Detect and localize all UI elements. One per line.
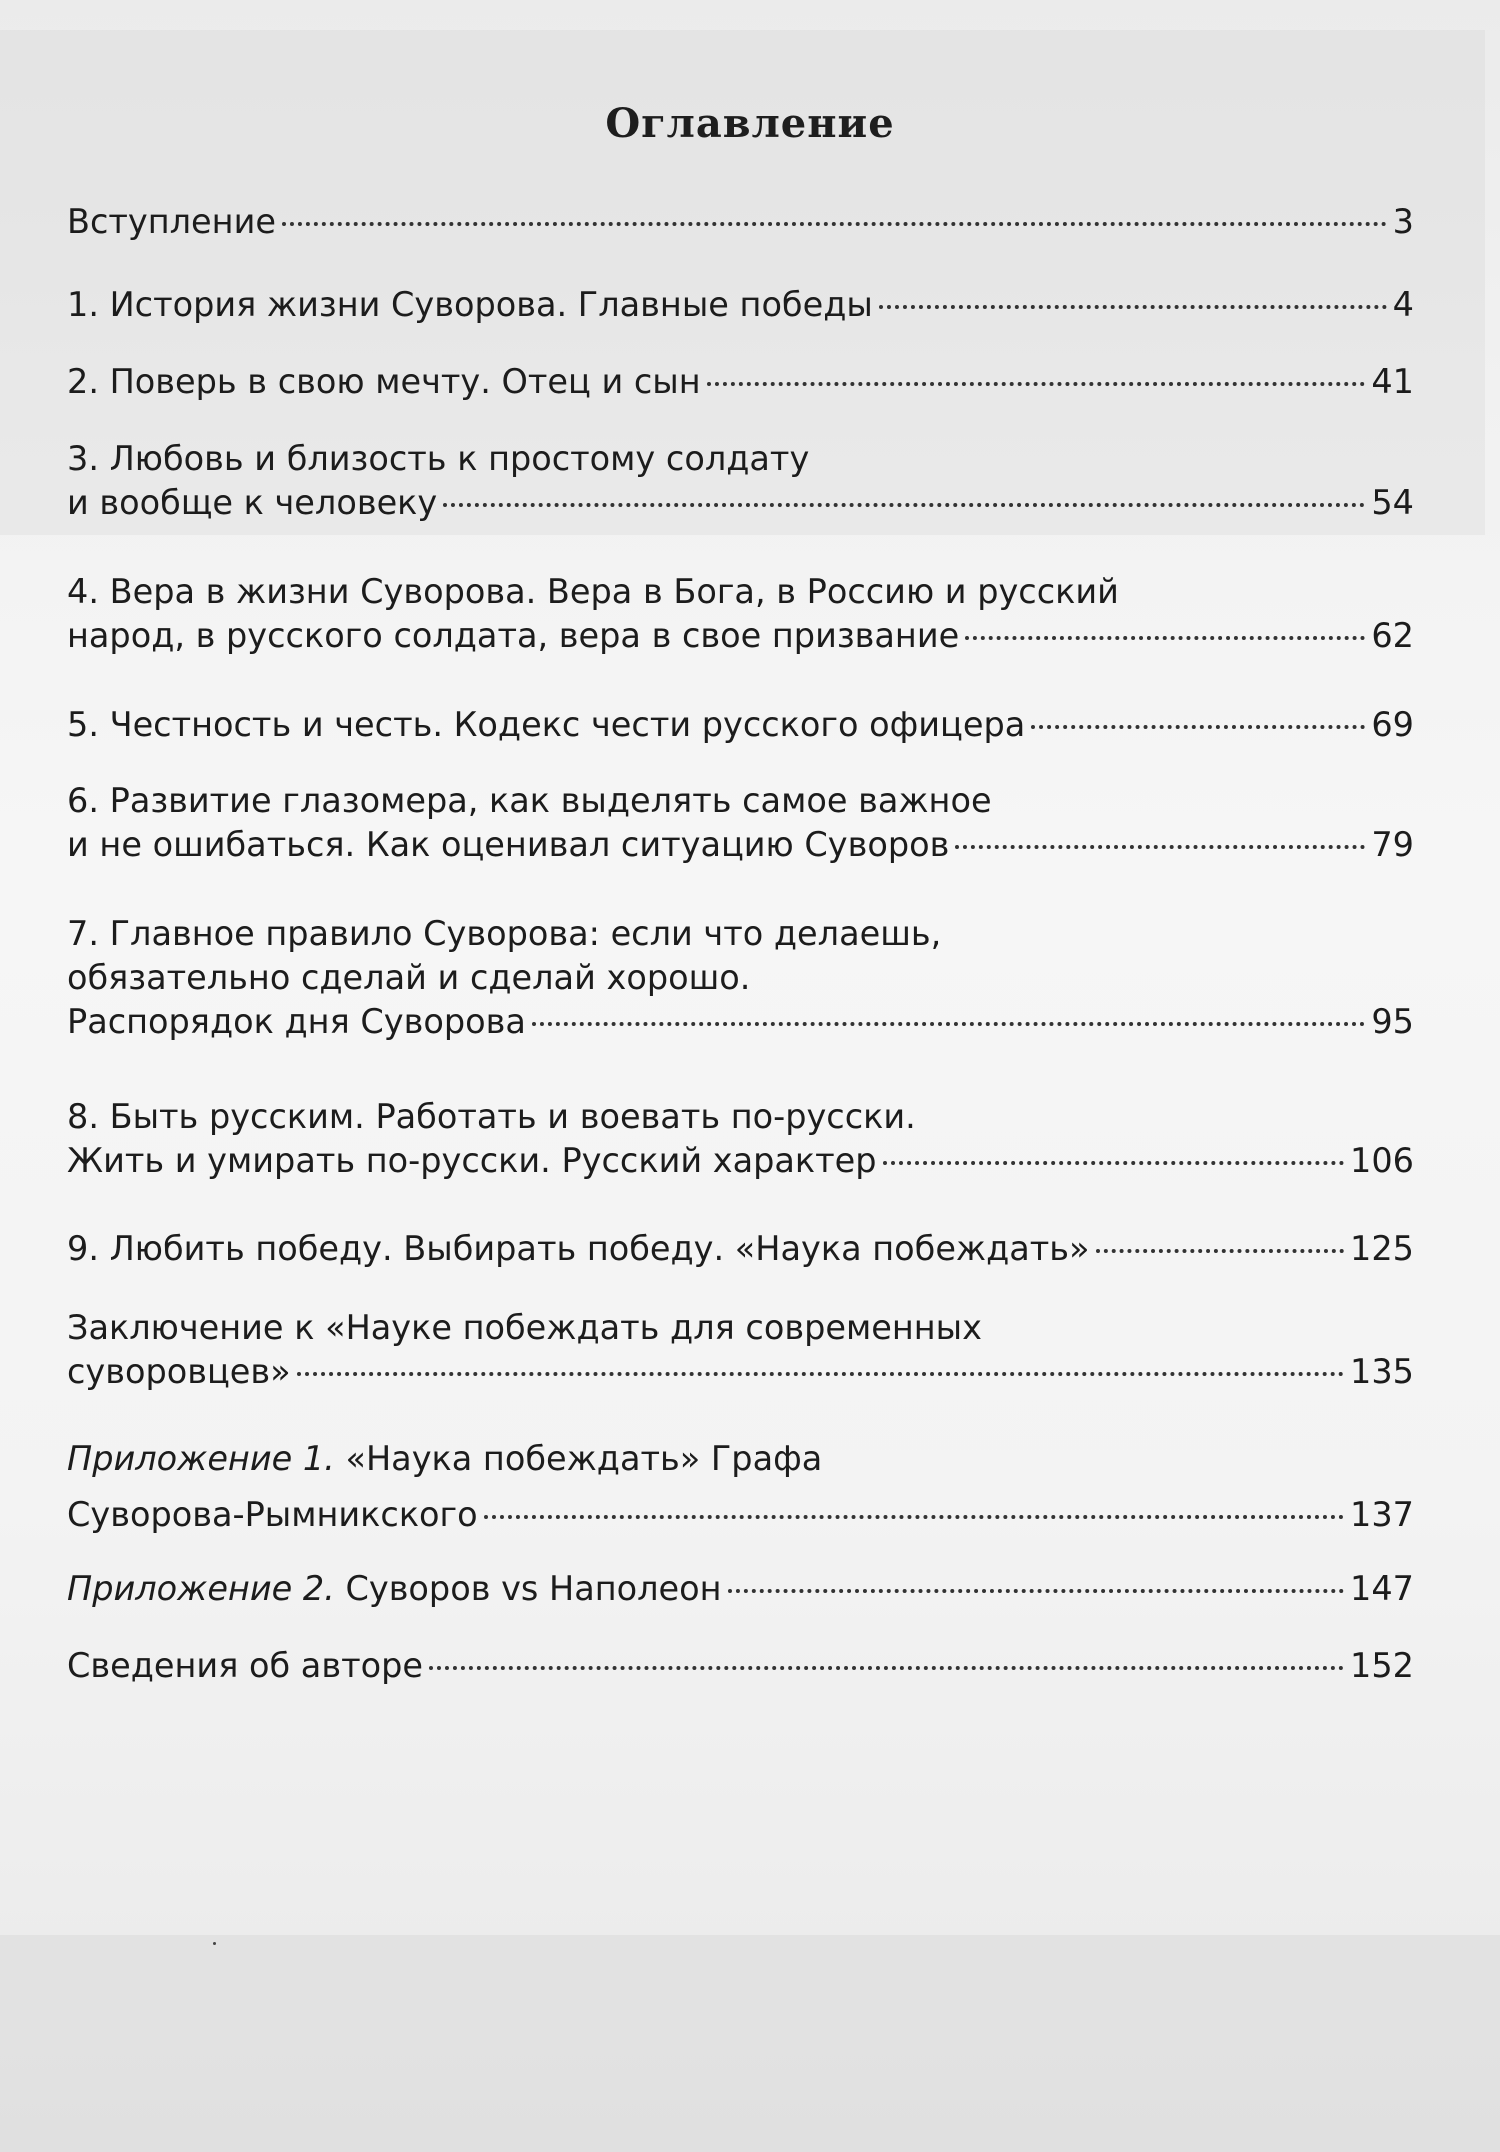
toc-entry-text: 4. Вера в жизни Суворова. Вера в Бога, в Россию и русский xyxy=(67,572,1119,611)
toc-entry xyxy=(67,912,1414,1044)
toc-entry-text: 2. Поверь в свою мечту. Отец и сын xyxy=(67,362,701,401)
toc-entry-text: 8. Быть русским. Работать и воевать по-русски. xyxy=(67,1097,916,1136)
toc-entry-text: Жить и умирать по-русски. Русский характер xyxy=(67,1141,877,1180)
toc-page-number: 147 xyxy=(1350,1569,1414,1608)
toc-entry-text: и не ошибаться. Как оценивал ситуацию Суворов xyxy=(67,825,950,864)
toc-entry xyxy=(67,437,1414,525)
appendix-label: Приложение 2. xyxy=(67,1569,335,1608)
ink-speck xyxy=(213,1942,216,1945)
toc-entry-text: Распорядок дня Суворова xyxy=(67,1002,526,1041)
toc-entry xyxy=(67,1095,1414,1183)
toc-page-number: 106 xyxy=(1350,1141,1414,1180)
toc-page-number: 152 xyxy=(1350,1646,1414,1685)
toc-entry xyxy=(67,1644,1414,1688)
page-title: Оглавление xyxy=(605,100,895,147)
toc-page-number: 54 xyxy=(1371,483,1414,522)
dot-leader xyxy=(728,1589,1344,1593)
toc-page-number: 137 xyxy=(1350,1495,1414,1534)
toc-page-number: 125 xyxy=(1350,1229,1414,1268)
toc-entry-text: народ, в русского солдата, вера в свое призвание xyxy=(67,616,960,655)
toc-entry xyxy=(67,1567,1414,1611)
dot-leader xyxy=(1096,1249,1344,1253)
toc-entry-text: Заключение к «Науке побеждать для современных xyxy=(67,1308,982,1347)
toc-entry-text: обязательно сделай и сделай хорошо. xyxy=(67,958,751,997)
toc-page-number: 41 xyxy=(1371,362,1414,401)
toc-page-number: 135 xyxy=(1350,1352,1414,1391)
toc-entry xyxy=(67,283,1414,327)
dot-leader xyxy=(707,382,1366,386)
toc-entry xyxy=(67,1227,1414,1271)
toc-entry-text: 3. Любовь и близость к простому солдату xyxy=(67,439,810,478)
dot-leader xyxy=(443,503,1365,507)
dot-leader xyxy=(484,1515,1344,1519)
toc-page-number: 95 xyxy=(1371,1002,1414,1041)
toc-entry-text: Вступление xyxy=(67,202,276,241)
dot-leader xyxy=(282,222,1387,226)
dot-leader xyxy=(955,845,1365,849)
toc-entry-text: 6. Развитие глазомера, как выделять самое важное xyxy=(67,781,992,820)
toc-entry-text: 9. Любить победу. Выбирать победу. «Наука побеждать» xyxy=(67,1229,1090,1268)
toc-entry xyxy=(67,200,1414,244)
dot-leader xyxy=(883,1161,1345,1165)
toc-entry-text: Суворова-Рымникского xyxy=(67,1495,478,1534)
dot-leader xyxy=(532,1022,1366,1026)
toc-entry-text: 5. Честность и честь. Кодекс чести русского офицера xyxy=(67,705,1026,744)
appendix-label: Приложение 1. xyxy=(67,1439,335,1478)
dot-leader xyxy=(965,636,1365,640)
bottom-shade xyxy=(0,1935,1500,2152)
toc-entry-text: и вообще к человеку xyxy=(67,483,438,522)
dot-leader xyxy=(429,1666,1344,1670)
toc-page-number: 69 xyxy=(1371,705,1414,744)
toc-entry xyxy=(67,360,1414,404)
toc-entry-text: 7. Главное правило Суворова: если что делаешь, xyxy=(67,914,942,953)
toc-entry-text: Сведения об авторе xyxy=(67,1646,423,1685)
toc-entry xyxy=(67,703,1414,747)
dot-leader xyxy=(1031,725,1365,729)
toc-page-number: 3 xyxy=(1392,202,1414,241)
toc-entry xyxy=(67,1306,1414,1394)
toc-entry xyxy=(67,779,1414,867)
dot-leader xyxy=(297,1372,1344,1376)
toc-entry-text: 1. История жизни Суворова. Главные победы xyxy=(67,285,873,324)
toc-entry-text: Суворов vs Наполеон xyxy=(334,1569,722,1608)
dot-leader xyxy=(879,305,1387,309)
toc-entry xyxy=(67,570,1414,658)
toc-entry-text: «Наука побеждать» Графа xyxy=(334,1439,823,1478)
toc-entry-text: суворовцев» xyxy=(67,1352,291,1391)
toc-page-number: 79 xyxy=(1371,825,1414,864)
toc-entry xyxy=(67,1437,1414,1537)
toc-page-number: 4 xyxy=(1392,285,1414,324)
toc-page-number: 62 xyxy=(1371,616,1414,655)
